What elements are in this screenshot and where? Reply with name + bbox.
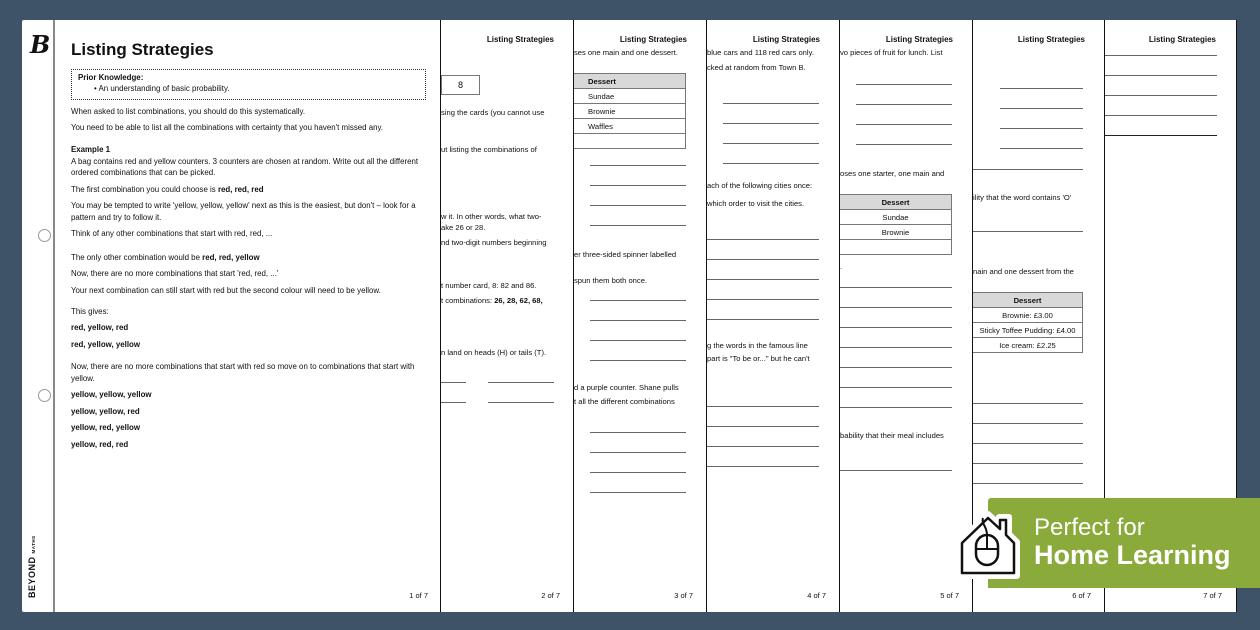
punch-hole-icon (38, 229, 51, 242)
text-fragment: oses one starter, one main and (840, 169, 945, 178)
answer-line (973, 169, 1083, 170)
paragraph: Now, there are no more combinations that start 'red, red, ...' (71, 269, 279, 279)
text-fragment: spun them both once. (574, 276, 648, 285)
text-fragment: t combinations: 26, 28, 62, 68, (441, 296, 543, 305)
text-fragment: vo pieces of fruit for lunch. List (840, 48, 943, 57)
answer-line (707, 299, 819, 300)
table-cell: Brownie (840, 225, 952, 240)
paragraph: Now, there are no more combinations that start with red so move on to combinations that start with yellow. (71, 362, 415, 383)
answer-line (840, 347, 952, 348)
table-cell (574, 134, 686, 149)
answer-line (840, 470, 952, 471)
answer-line (590, 340, 686, 341)
answer-line (840, 327, 952, 328)
table-cell (840, 240, 952, 255)
table-cell: Sundae (574, 89, 686, 104)
combination: yellow, red, yellow (71, 423, 140, 433)
answer-line (723, 123, 819, 124)
combination: red, yellow, yellow (71, 339, 140, 349)
table-cell: Sticky Toffee Pudding: £4.00 (973, 323, 1083, 338)
text-fragment: n land on heads (H) or tails (T). (441, 348, 547, 357)
answer-line (441, 402, 466, 403)
answer-line (590, 165, 686, 166)
text-fragment: part is "To be or..." but he can't (707, 354, 810, 363)
text-fragment: er three-sided spinner labelled (574, 250, 677, 259)
answer-line (590, 320, 686, 321)
home-learning-banner (988, 498, 1260, 588)
answer-line (840, 407, 952, 408)
text-fragment: . (840, 262, 843, 271)
answer-line (488, 382, 554, 383)
prior-knowledge-box (71, 69, 426, 100)
answer-line (707, 279, 819, 280)
brand-wordmark: BEYONDMATHS (27, 535, 37, 598)
answer-line (1000, 148, 1083, 149)
page-header: Listing Strategies (885, 35, 953, 44)
paragraph: The first combination you could choose is red, red, red (71, 184, 264, 194)
answer-line (590, 492, 686, 493)
page-title: Listing Strategies (71, 40, 214, 59)
text-fragment: w it. In other words, what two- (441, 212, 542, 221)
paragraph: A bag contains red and yellow counters. 3 counters are chosen at random. Write out all the different ordered combinations that can be picked. (71, 156, 419, 178)
margin-rule (53, 20, 55, 612)
answer-line (856, 84, 952, 85)
answer-line (1000, 88, 1083, 89)
answer-line (441, 382, 466, 383)
answer-line (723, 103, 819, 104)
page-number: 2 of 7 (541, 591, 560, 600)
table-cell: Waffles (574, 119, 686, 134)
answer-line (1105, 75, 1217, 76)
answer-line (1105, 55, 1217, 56)
text-fragment: ach of the following cities once: (707, 181, 813, 190)
beyond-logo-icon: B (30, 30, 51, 59)
answer-line (707, 446, 819, 447)
table-header: Dessert (840, 195, 952, 210)
paragraph: Your next combination can still start with red but the second colour will need to be yellow. (71, 285, 381, 295)
page-2 (440, 20, 574, 612)
answer-line (1105, 95, 1217, 96)
answer-line (973, 403, 1083, 404)
page-number: 5 of 7 (940, 591, 959, 600)
house-mouse-icon (955, 508, 1021, 580)
answer-line (973, 231, 1083, 232)
banner-line-2: Home Learning (1034, 540, 1231, 570)
answer-line (707, 406, 819, 407)
paragraph: When asked to list combinations, you should do this systematically. (71, 106, 306, 116)
text-fragment: blue cars and 118 red cars only. (707, 48, 814, 57)
answer-line (707, 426, 819, 427)
answer-line (856, 104, 952, 105)
dessert-table (573, 73, 686, 149)
answer-line (973, 443, 1083, 444)
page-header: Listing Strategies (1017, 35, 1085, 44)
answer-line (590, 432, 686, 433)
prior-knowledge-item: • An understanding of basic probability. (94, 84, 230, 94)
answer-line (590, 472, 686, 473)
paragraph: The only other combination would be red, red, yellow (71, 252, 260, 262)
text-fragment: g the words in the famous line (707, 341, 808, 350)
answer-line (590, 185, 686, 186)
banner-line-1: Perfect for (1034, 514, 1145, 541)
page-1 (22, 20, 442, 612)
text-fragment: which order to visit the cities. (707, 199, 805, 208)
table-cell: Sundae (840, 210, 952, 225)
combination: red, yellow, red (71, 323, 129, 333)
text-fragment: d a purple counter. Shane pulls (574, 383, 679, 392)
example-heading: Example 1 (71, 145, 111, 155)
text-fragment: ake 26 or 28. (441, 223, 486, 232)
page-number: 7 of 7 (1203, 591, 1222, 600)
text-fragment: ility that the word contains 'O' (973, 193, 1072, 202)
table-header: Dessert (574, 74, 686, 89)
combination: yellow, yellow, red (71, 406, 140, 416)
page-number: 4 of 7 (807, 591, 826, 600)
answer-line (973, 463, 1083, 464)
answer-line (856, 124, 952, 125)
page-header: Listing Strategies (619, 35, 687, 44)
text-fragment: sing the cards (you cannot use (441, 108, 545, 117)
answer-line (840, 387, 952, 388)
paragraph: You need to be able to list all the combinations with certainty that you haven't missed any. (71, 123, 384, 132)
text-fragment: t number card, 8: 82 and 86. (441, 281, 537, 290)
page-4 (706, 20, 843, 612)
page-5 (839, 20, 973, 612)
answer-line (856, 144, 952, 145)
text-fragment: bability that their meal includes (840, 431, 944, 440)
page-3 (573, 20, 707, 612)
answer-line (590, 452, 686, 453)
text-fragment: cked at random from Town B. (707, 63, 806, 72)
number-card: 8 (441, 75, 480, 95)
text-fragment: nd two-digit numbers beginning (441, 238, 547, 247)
answer-line (590, 205, 686, 206)
table-header: Dessert (973, 293, 1083, 308)
answer-line (1000, 108, 1083, 109)
paragraph: This gives: (71, 306, 109, 316)
text-fragment: ses one main and one dessert. (574, 48, 678, 57)
answer-line (707, 259, 819, 260)
page-number: 6 of 7 (1072, 591, 1091, 600)
table-cell: Brownie (574, 104, 686, 119)
page-number: 1 of 7 (409, 591, 428, 600)
answer-line (840, 287, 952, 288)
answer-line (723, 163, 819, 164)
answer-line (973, 423, 1083, 424)
punch-hole-icon (38, 389, 51, 402)
answer-line (840, 307, 952, 308)
answer-line (1000, 128, 1083, 129)
answer-line (1105, 135, 1217, 136)
paragraph: You may be tempted to write 'yellow, yellow, yellow' next as this is the easiest, but don't – look for a pattern and try to follow it. (71, 201, 416, 222)
dessert-table (839, 194, 952, 255)
dessert-price-table (972, 292, 1083, 353)
answer-line (840, 367, 952, 368)
combination: yellow, red, red (71, 439, 129, 449)
table-cell: Brownie: £3.00 (973, 308, 1083, 323)
table-cell: Ice cream: £2.25 (973, 338, 1083, 353)
answer-line (590, 360, 686, 361)
page-header: Listing Strategies (486, 35, 554, 44)
combination: yellow, yellow, yellow (71, 390, 152, 400)
text-fragment: ut listing the combinations of (441, 145, 537, 154)
answer-line (590, 225, 686, 226)
answer-line (707, 319, 819, 320)
answer-line (723, 143, 819, 144)
page-number: 3 of 7 (674, 591, 693, 600)
page-header: Listing Strategies (1148, 35, 1216, 44)
answer-line (707, 466, 819, 467)
answer-line (707, 239, 819, 240)
prior-knowledge-label: Prior Knowledge: (78, 72, 144, 82)
text-fragment: nain and one dessert from the (973, 267, 1074, 276)
answer-line (488, 402, 554, 403)
answer-line (1105, 115, 1217, 116)
answer-line (590, 300, 686, 301)
text-fragment: t all the different combinations (574, 397, 675, 406)
paragraph: Think of any other combinations that start with red, red, ... (71, 229, 273, 239)
answer-line (973, 483, 1083, 484)
page-header: Listing Strategies (752, 35, 820, 44)
